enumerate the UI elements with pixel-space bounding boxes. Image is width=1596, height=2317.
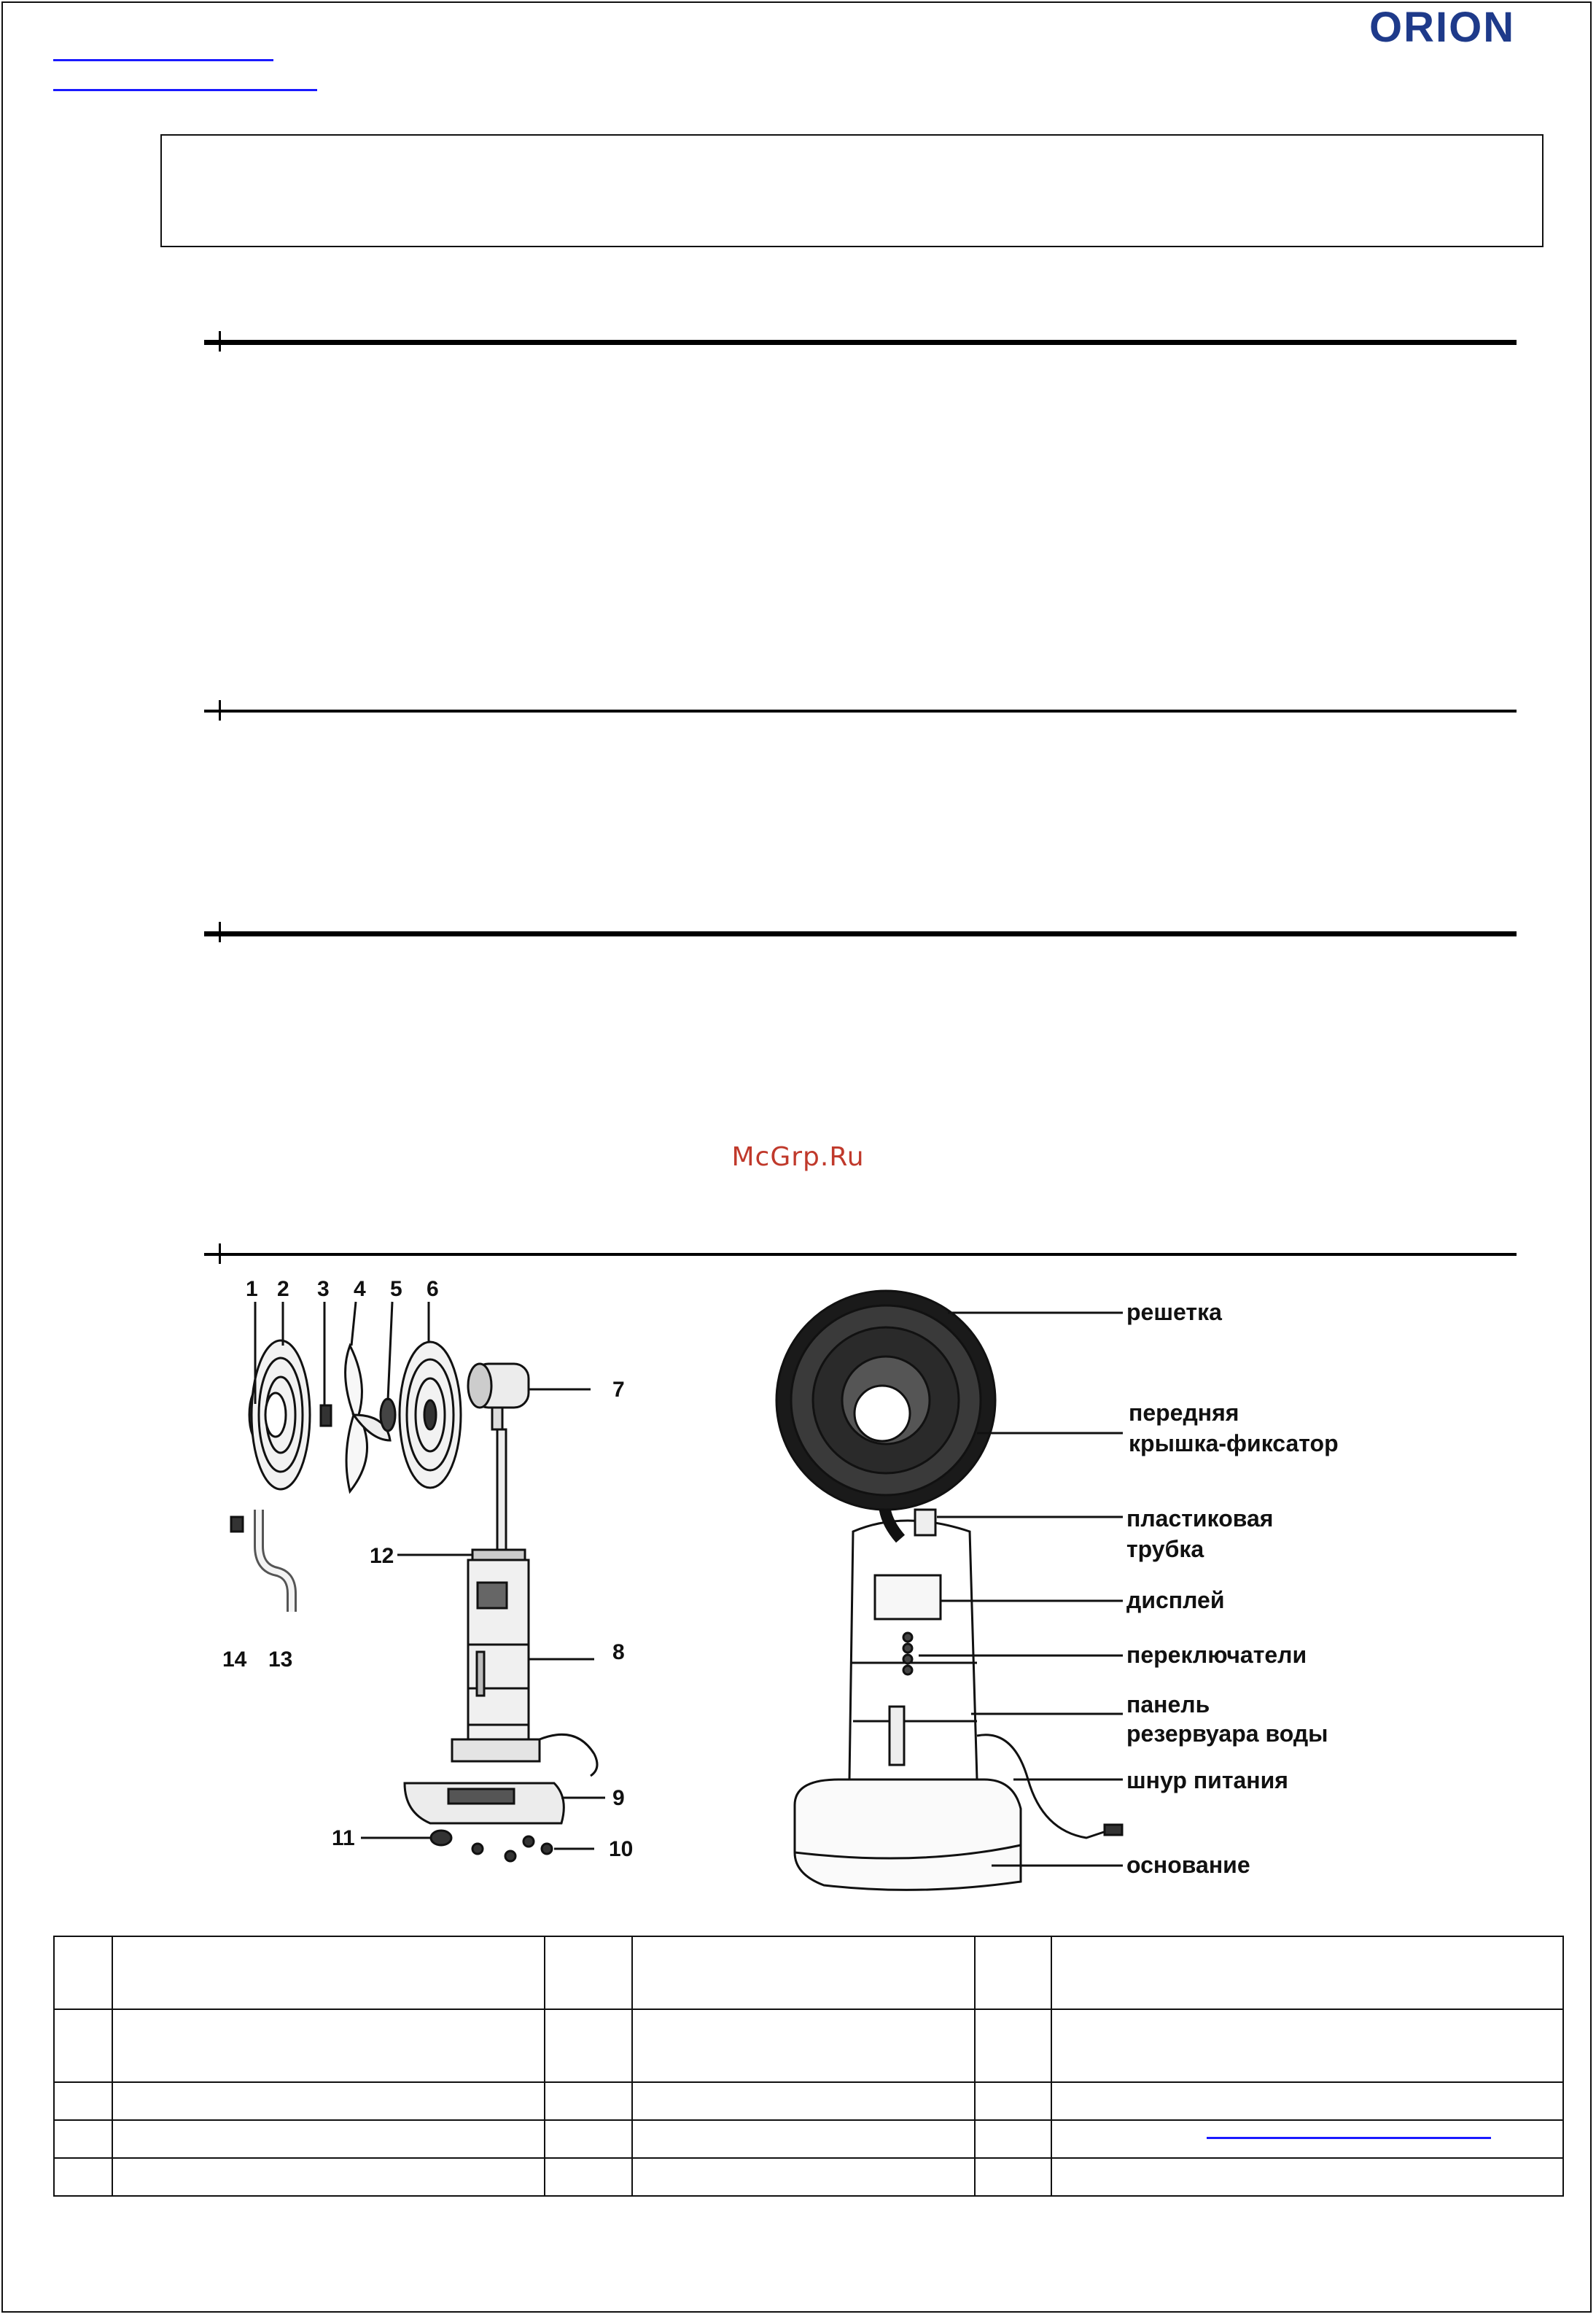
label-tube-2: трубка [1126, 1536, 1204, 1562]
plug [1105, 1825, 1122, 1835]
assembled-view-figure [773, 1269, 1363, 1903]
label-tube-1: пластиковая [1126, 1505, 1274, 1532]
label-panel-1: панель [1126, 1691, 1210, 1718]
part-number-4: 4 [354, 1277, 366, 1301]
part-number-12: 12 [370, 1544, 394, 1568]
label-front-cover-1: передняя [1129, 1400, 1239, 1426]
part-2-rear-grille [252, 1340, 310, 1489]
header-link-1[interactable] [53, 59, 273, 61]
exploded-view-figure [197, 1273, 722, 1900]
label-grille: решетка [1126, 1299, 1222, 1325]
table-row [54, 2082, 1563, 2120]
part-11-screw [431, 1831, 451, 1845]
orion-logo: ORION [1369, 4, 1516, 51]
part-8-body [452, 1560, 597, 1776]
footer-link[interactable] [1207, 2137, 1491, 2139]
table-row [54, 2158, 1563, 2196]
part-14-cap [231, 1517, 243, 1532]
part-number-10: 10 [609, 1837, 634, 1861]
label-switches: переключатели [1126, 1642, 1307, 1668]
part-7-motor [468, 1364, 529, 1429]
part-6-front-grille [400, 1342, 461, 1488]
part-5-ring [381, 1399, 395, 1431]
header-link-2[interactable] [53, 89, 317, 91]
part-12-top-cap [472, 1550, 525, 1560]
base [795, 1780, 1021, 1890]
part-number-14: 14 [222, 1647, 247, 1672]
table-row [54, 2009, 1563, 2082]
body [849, 1521, 977, 1780]
label-front-cover-2: крышка-фиксатор [1129, 1430, 1339, 1456]
part-number-13: 13 [268, 1647, 293, 1672]
part-number-5: 5 [390, 1277, 402, 1301]
neck-connector [915, 1510, 935, 1535]
part-number-6: 6 [427, 1277, 439, 1301]
label-display: дисплей [1126, 1587, 1225, 1613]
label-panel-2: резервуара воды [1126, 1720, 1328, 1747]
part-10-feet [472, 1836, 552, 1861]
label-base: основание [1126, 1852, 1250, 1878]
table-row [54, 1936, 1563, 2009]
part-number-1: 1 [246, 1277, 258, 1301]
part-9-base [405, 1783, 564, 1823]
part-number-2: 2 [277, 1277, 289, 1301]
part-number-9: 9 [612, 1786, 625, 1810]
part-3-nut [321, 1405, 331, 1426]
parts-table [53, 1936, 1564, 2197]
front-cover [855, 1386, 910, 1441]
part-number-7: 7 [612, 1378, 625, 1402]
table-row [54, 2120, 1563, 2158]
part-number-11: 11 [332, 1826, 355, 1850]
watermark: McGrp.Ru [731, 1142, 865, 1172]
part-number-8: 8 [612, 1640, 625, 1664]
notice-box [160, 134, 1544, 247]
part-number-3: 3 [317, 1277, 330, 1301]
label-power-cord: шнур питания [1126, 1767, 1288, 1793]
